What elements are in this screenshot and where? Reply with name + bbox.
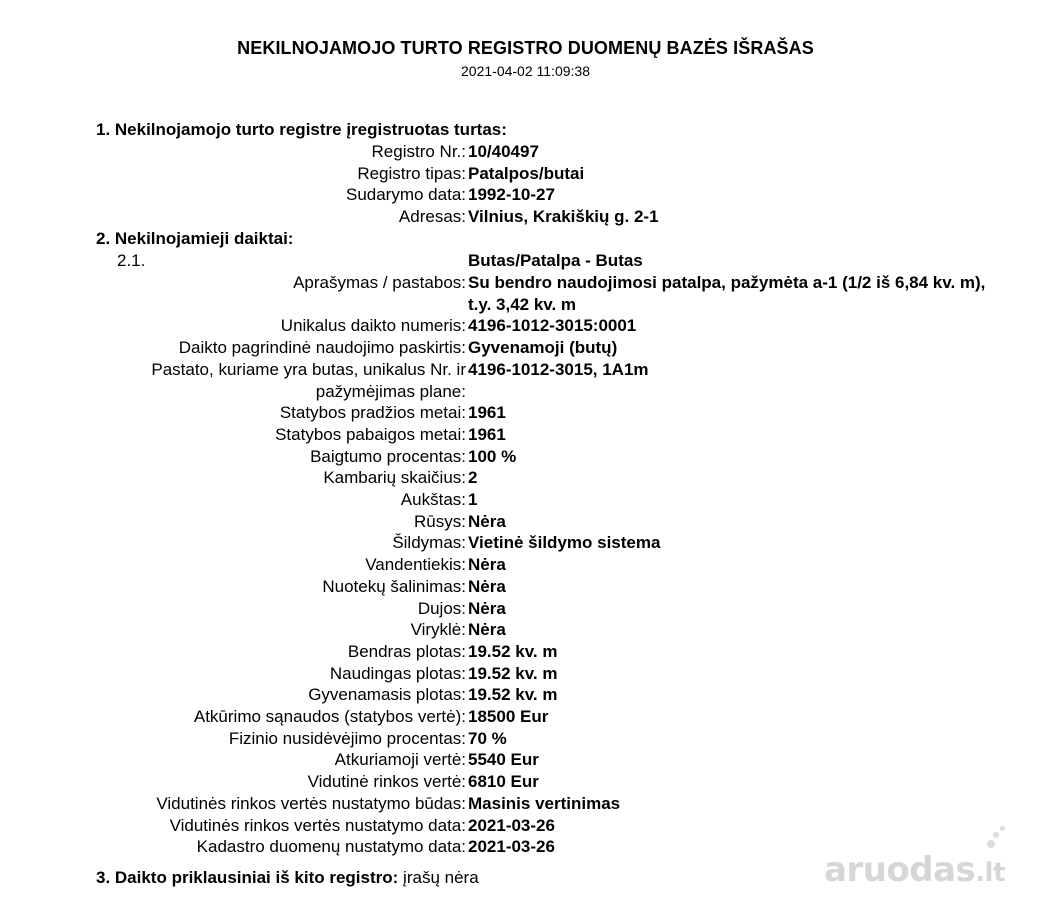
field-label: Viryklė: (410, 620, 466, 640)
field-value: 6810 Eur (468, 772, 539, 792)
document-title: NEKILNOJAMOJO TURTO REGISTRO DUOMENŲ BAZĖS IŠRAŠAS (237, 38, 814, 58)
field-label: Vidutinės rinkos vertės nustatymo būdas: (156, 793, 466, 813)
field-label: Registro tipas: (357, 163, 466, 183)
field-value: 10/40497 (468, 142, 539, 161)
field-value: Nėra (468, 511, 506, 531)
field-value: 1961 (468, 424, 506, 444)
field-label: Aprašymas / pastabos: (293, 273, 466, 292)
field-label: Pastato, kuriame yra butas, unikalus Nr. ir pažymėjimas plane: (151, 359, 466, 401)
field-value: 19.52 kv. m (468, 663, 558, 683)
field-row (0, 598, 1051, 620)
field-row (0, 706, 1051, 728)
field-label: Unikalus daikto numeris: (280, 316, 466, 336)
field-row (0, 184, 1051, 206)
field-value: Nėra (468, 555, 506, 575)
field-row (0, 532, 1051, 554)
field-label: Statybos pradžios metai: (279, 403, 466, 423)
field-value: 5540 Eur (468, 750, 539, 770)
field-value: 70 % (468, 728, 507, 748)
field-value: 19.52 kv. m (468, 685, 558, 705)
field-value: 1961 (468, 403, 506, 423)
field-row (0, 684, 1051, 706)
section-3-heading: 3. Daikto priklausiniai iš kito registro: (96, 868, 399, 887)
field-row (0, 206, 1051, 228)
field-row (0, 641, 1051, 663)
field-label: Fizinio nusidėvėjimo procentas: (228, 728, 466, 748)
field-row (0, 489, 1051, 511)
field-label: Sudarymo data: (345, 185, 466, 205)
field-value: 4196-1012-3015:0001 (468, 316, 637, 336)
field-label: Adresas: (398, 207, 466, 227)
section-3 (96, 868, 479, 888)
field-row (0, 554, 1051, 576)
watermark-suffix: .lt (975, 858, 1005, 888)
field-row (0, 619, 1051, 641)
field-row (0, 337, 1051, 359)
field-label: Registro Nr.: (371, 142, 466, 161)
field-label: Bendras plotas: (347, 641, 466, 661)
field-label: Aukštas: (400, 490, 466, 510)
field-label: Atkūrimo sąnaudos (statybos vertė): (193, 707, 466, 727)
field-value: Masinis vertinimas (468, 793, 621, 813)
section-3-value: įrašų nėra (403, 868, 479, 887)
field-label: Šildymas: (392, 533, 466, 553)
field-value: 1 (468, 490, 478, 510)
field-value: Vilnius, Krakiškių g. 2-1 (468, 207, 659, 227)
field-row (0, 163, 1051, 185)
field-row (0, 272, 1051, 315)
field-row (0, 749, 1051, 771)
watermark-text: aruodas (823, 850, 976, 890)
field-label: Kadastro duomenų nustatymo data: (196, 837, 466, 857)
section-2-rows (0, 272, 1051, 858)
field-label: Daikto pagrindinė naudojimo paskirtis: (178, 338, 466, 358)
field-row (0, 793, 1051, 815)
watermark-smoke-icon (985, 826, 1009, 848)
field-label: Atkuriamoji vertė: (334, 750, 466, 770)
field-row (0, 815, 1051, 837)
item-number: 2.1. (117, 251, 146, 270)
field-value: 2021-03-26 (468, 837, 555, 857)
field-row (0, 141, 1051, 163)
field-value: Patalpos/butai (468, 163, 585, 183)
field-value: Nėra (468, 598, 506, 618)
field-value: Su bendro naudojimosi patalpa, pažymėta a-1 (1/2 iš 6,84 kv. m), t.y. 3,42 kv. m (468, 273, 986, 314)
field-value: Nėra (468, 576, 506, 596)
field-value: 1992-10-27 (468, 185, 555, 205)
field-label: Rūsys: (414, 511, 466, 531)
field-value: Vietinė šildymo sistema (468, 533, 661, 553)
document-timestamp: 2021-04-02 11:09:38 (461, 63, 590, 79)
section-1-heading: 1. Nekilnojamojo turto registre įregistruotas turtas: (96, 120, 507, 139)
field-value: 100 % (468, 446, 517, 466)
field-label: Dujos: (417, 598, 466, 618)
field-row (0, 315, 1051, 337)
field-value: 2 (468, 468, 478, 488)
field-row (0, 576, 1051, 598)
field-value: Nėra (468, 620, 506, 640)
field-row (0, 424, 1051, 446)
field-value: 4196-1012-3015, 1A1m (468, 359, 649, 379)
field-label: Vidutinė rinkos vertė: (307, 772, 466, 792)
section-2-heading: 2. Nekilnojamieji daiktai: (96, 229, 294, 248)
field-label: Baigtumo procentas: (310, 446, 466, 466)
field-row (0, 467, 1051, 489)
field-value: 19.52 kv. m (468, 641, 558, 661)
field-value: 18500 Eur (468, 707, 549, 727)
field-value: 2021-03-26 (468, 815, 555, 835)
field-label: Naudingas plotas: (329, 663, 466, 683)
section-1-rows (0, 141, 1051, 228)
field-label: Kambarių skaičius: (323, 468, 466, 488)
field-row (0, 446, 1051, 468)
field-row (0, 511, 1051, 533)
field-label: Vandentiekis: (365, 555, 466, 575)
field-row (0, 771, 1051, 793)
field-row (0, 663, 1051, 685)
item-title: Butas/Patalpa - Butas (468, 251, 643, 270)
field-label: Vidutinės rinkos vertės nustatymo data: (169, 815, 466, 835)
field-value: Gyvenamoji (butų) (468, 338, 618, 358)
section-2-item-header (0, 250, 1051, 272)
field-row (0, 728, 1051, 750)
watermark-logo (824, 850, 1005, 890)
field-label: Nuotekų šalinimas: (322, 576, 466, 596)
field-label: Statybos pabaigos metai: (275, 424, 466, 444)
field-row (0, 402, 1051, 424)
field-row (0, 359, 1051, 402)
field-label: Gyvenamasis plotas: (308, 685, 466, 705)
